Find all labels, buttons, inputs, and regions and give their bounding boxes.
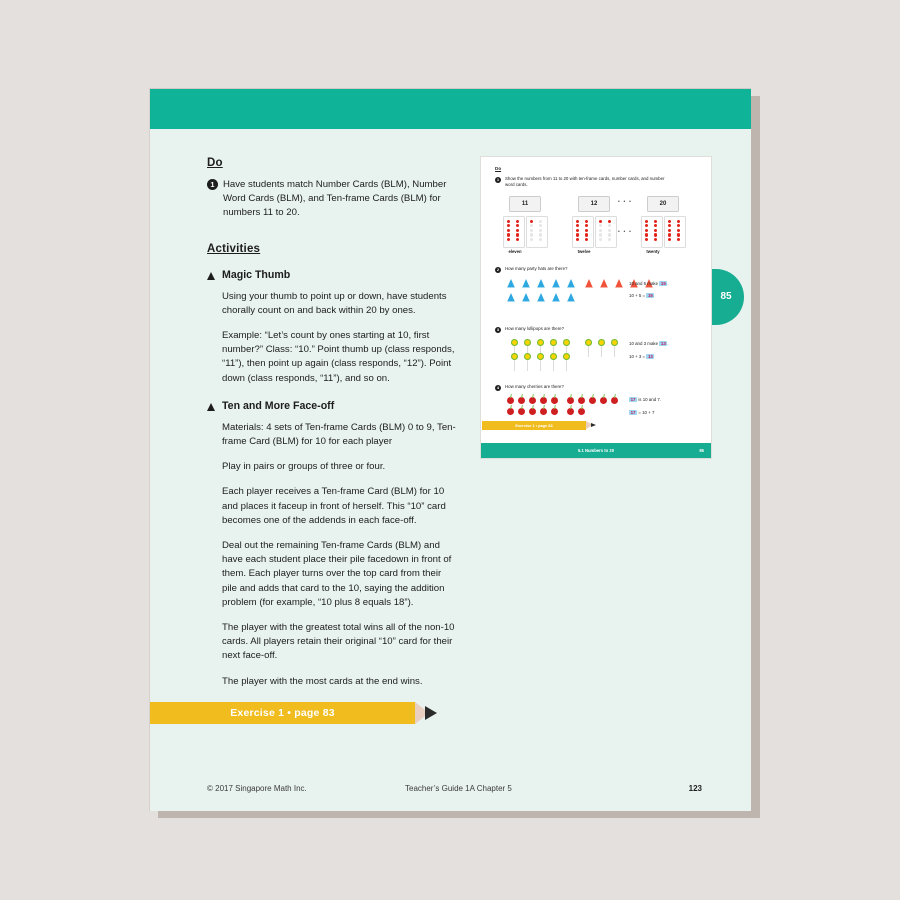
ten-frame-pip xyxy=(507,229,510,232)
thumb-exercise-banner xyxy=(482,421,602,430)
number-card: 12 xyxy=(578,196,610,212)
lollipop-icon xyxy=(550,353,557,371)
thumb-q4-badge: 4 xyxy=(496,385,500,390)
ten-frame-pip xyxy=(599,224,602,227)
ten-frame-pip xyxy=(507,238,510,241)
q2-answer-line-2 xyxy=(629,293,654,298)
cherry-icon xyxy=(600,397,607,404)
ten-frame-pip xyxy=(516,238,519,241)
do-item-text: Have students match Number Cards (BLM), Number Word Cards (BLM), and Ten-frame Cards (BLM) for numbers 11 to 20. xyxy=(223,179,447,219)
q4-answer-line-1 xyxy=(629,397,661,402)
cherry-icon xyxy=(507,408,514,415)
cherry-icon xyxy=(589,397,596,404)
lollipop-icon xyxy=(537,353,544,371)
thumb-footer-bar xyxy=(481,443,711,458)
ten-frame-pip xyxy=(645,233,648,236)
ten-frame-pip xyxy=(585,229,588,232)
ten-frame-pip xyxy=(599,233,602,236)
ten-frame-pip xyxy=(507,233,510,236)
student-book-thumbnail-wrap xyxy=(481,157,732,458)
thumb-q2-text: How many party hats are there? xyxy=(505,266,568,271)
ten-frame-pip xyxy=(507,220,510,223)
triangle-bullet-icon xyxy=(207,403,215,411)
ten-frame-pip xyxy=(599,229,602,232)
ten-frame-pip xyxy=(585,220,588,223)
party-hat-blue-icon xyxy=(522,293,530,302)
ten-frame-pip xyxy=(608,233,611,236)
activity2-paragraph: Each player receives a Ten-frame Card (BLM) for 10 and places it faceup in front of herself. This “10” card becomes one of the addends in each face-off. xyxy=(222,486,446,526)
thumb-q1-text: Show the numbers from 11 to 20 with ten-frame cards, number cards, and number word cards. xyxy=(505,176,665,188)
party-hat-red-icon xyxy=(615,279,623,288)
ten-frame-pip xyxy=(530,220,533,223)
cherry-icon xyxy=(529,397,536,404)
cherry-icon xyxy=(567,397,574,404)
lollipop-icon xyxy=(611,339,618,357)
thumb-do-heading: Do xyxy=(495,166,502,171)
q3-ans2-pre: 10 + 3 = xyxy=(629,354,646,359)
cherry-icon xyxy=(507,397,514,404)
party-hat-blue-icon xyxy=(552,279,560,288)
activity2-paragraph: The player with the greatest total wins all of the non-10 cards. All players retain their original “10” card for their next face-off. xyxy=(222,622,455,662)
footer-page-number: 123 xyxy=(688,784,702,793)
ten-frame-pip xyxy=(539,220,542,223)
cherry-icon xyxy=(611,397,618,404)
q4-ans1-box: 17 xyxy=(630,397,636,402)
ten-frame-pip xyxy=(585,224,588,227)
activity-title-ten-and-more-face-off xyxy=(207,400,457,412)
q3-ans1-pre: 10 and 3 make xyxy=(629,341,659,346)
ten-frame-pip xyxy=(677,220,680,223)
ten-frame-card xyxy=(572,216,594,248)
ten-frame-pip xyxy=(576,224,579,227)
lollipop-icon xyxy=(598,339,605,357)
ten-frame-pip xyxy=(645,238,648,241)
activity2-paragraph: Deal out the remaining Ten-frame Cards (BLM) and have each student place their pile facedown in front of them. Each player turns over the top card from their pile and adds that card to the 10, saying the addition problem (for example, “10 plus 8 equals 18”). xyxy=(222,540,452,608)
ten-frame-pip xyxy=(516,220,519,223)
q3-answer-line-2 xyxy=(629,354,654,359)
party-hat-blue-icon xyxy=(507,279,515,288)
ten-frame-pip xyxy=(645,220,648,223)
word-card-label: twenty xyxy=(646,249,660,254)
ten-frame-pip xyxy=(668,229,671,232)
activity-title-magic-thumb xyxy=(207,269,457,281)
ten-frame-pip xyxy=(539,233,542,236)
activity1-paragraph: Using your thumb to point up or down, have students chorally count on and back within 20 by ones. xyxy=(222,290,447,316)
ten-frame-pip xyxy=(530,233,533,236)
party-hat-blue-icon xyxy=(552,293,560,302)
lollipop-icon xyxy=(524,353,531,371)
cherry-icon xyxy=(518,408,525,415)
thumb-footer-page: 85 xyxy=(699,448,704,453)
ten-frame-pip xyxy=(539,224,542,227)
q2-ans1-post: . xyxy=(667,281,669,286)
ten-frame-pip xyxy=(576,233,579,236)
ten-frame-pip xyxy=(576,238,579,241)
ten-frame-card xyxy=(526,216,548,248)
pencil-tip-icon xyxy=(425,706,437,720)
word-card-label: twelve xyxy=(577,249,591,254)
thumb-pencil-tip-icon xyxy=(591,423,596,427)
party-hat-red-icon xyxy=(600,279,608,288)
ten-frame-card xyxy=(503,216,525,248)
thumb-q4-text: How many cherries are there? xyxy=(505,384,564,389)
party-hat-blue-icon xyxy=(537,279,545,288)
cherry-icon xyxy=(540,397,547,404)
word-card-label: eleven xyxy=(508,249,522,254)
ten-frame-pip xyxy=(645,224,648,227)
ten-frame-pip xyxy=(654,238,657,241)
exercise-banner-label: Exercise 1 • page 83 xyxy=(150,702,415,724)
thumb-q1-badge: 1 xyxy=(496,177,500,182)
ten-frame-pip xyxy=(576,220,579,223)
cherry-icon xyxy=(578,408,585,415)
q2-answer-line-1 xyxy=(629,281,669,286)
exercise-banner[interactable] xyxy=(150,702,440,724)
number-card: 11 xyxy=(509,196,541,212)
ten-frame-pip xyxy=(516,224,519,227)
ten-frame-pip xyxy=(530,238,533,241)
q3-ans1-post: . xyxy=(667,341,669,346)
ten-frame-pip xyxy=(608,229,611,232)
activities-heading: Activities xyxy=(207,242,261,255)
do-list-item xyxy=(207,178,457,221)
ten-frame-pip xyxy=(585,233,588,236)
q3-ans1-box: 13 xyxy=(660,341,666,346)
cherry-icon xyxy=(551,408,558,415)
activity1-body xyxy=(222,290,457,386)
triangle-bullet-icon xyxy=(207,272,215,280)
activity2-title-label: Ten and More Face-off xyxy=(222,399,335,412)
lollipop-icon xyxy=(511,353,518,371)
activity2-paragraph: Play in pairs or groups of three or four. xyxy=(222,461,386,473)
ten-frame-pip xyxy=(530,229,533,232)
cherry-icon xyxy=(518,397,525,404)
ten-frame-pip xyxy=(677,238,680,241)
activity2-paragraph: Materials: 4 sets of Ten-frame Cards (BLM) 0 to 9, Ten-frame Card (BLM) for 10 for each player xyxy=(222,421,456,448)
ten-frame-pip xyxy=(668,224,671,227)
ten-frame-pip xyxy=(530,224,533,227)
page-header-bar xyxy=(150,89,751,129)
ten-frame-pip xyxy=(668,233,671,236)
thumb-q3-text: How many lollipops are there? xyxy=(505,326,565,331)
ten-frame-pip xyxy=(599,238,602,241)
ten-frame-pip xyxy=(677,229,680,232)
ten-frame-pip xyxy=(645,229,648,232)
ten-frame-pip xyxy=(654,224,657,227)
ten-frame-pip xyxy=(599,220,602,223)
ten-frame-pip xyxy=(608,224,611,227)
ten-frame-pip xyxy=(654,220,657,223)
activity1-title-label: Magic Thumb xyxy=(222,268,291,281)
ten-frame-pip xyxy=(608,238,611,241)
q3-ans2-box: 13 xyxy=(647,354,653,359)
ten-frame-pip xyxy=(516,233,519,236)
student-book-page-thumbnail xyxy=(481,157,711,458)
teacher-guide-page xyxy=(149,88,751,811)
cherry-icon xyxy=(529,408,536,415)
ten-frame-pip xyxy=(654,233,657,236)
ten-frame-pip xyxy=(585,238,588,241)
party-hat-blue-icon xyxy=(567,279,575,288)
lollipop-icon xyxy=(585,339,592,357)
ten-frame-pip xyxy=(576,229,579,232)
party-hat-blue-icon xyxy=(507,293,515,302)
footer-copyright: © 2017 Singapore Math Inc. xyxy=(207,784,307,793)
q4-answer-line-2 xyxy=(629,410,654,415)
ten-frame-pip xyxy=(608,220,611,223)
ten-frame-pip xyxy=(654,229,657,232)
activity2-body xyxy=(222,421,457,689)
ten-frame-pip xyxy=(507,224,510,227)
cherry-icon xyxy=(567,408,574,415)
footer-center-title: Teacher’s Guide 1A Chapter 5 xyxy=(405,784,512,793)
q4-ans2-box: 17 xyxy=(630,410,636,415)
ten-frame-pip xyxy=(539,238,542,241)
ten-frame-pip xyxy=(668,220,671,223)
q2-ans1-pre: 10 and 5 make xyxy=(629,281,659,286)
ten-frame-card xyxy=(641,216,663,248)
ten-frame-pip xyxy=(539,229,542,232)
ten-frame-pip xyxy=(677,224,680,227)
party-hat-blue-icon xyxy=(567,293,575,302)
q4-ans2-post: = 10 + 7 xyxy=(638,410,655,415)
ten-frame-pip xyxy=(668,238,671,241)
ten-frame-card xyxy=(664,216,686,248)
lollipop-icon xyxy=(563,353,570,371)
party-hat-blue-icon xyxy=(537,293,545,302)
activity1-paragraph: Example: “Let’s count by ones starting at 10, first number?” Class: “10.” Point thumb up (class responds, “11”), then point up again (class responds, “12”). Point down (class responds, “11”), and so on. xyxy=(222,330,455,384)
number-card: 20 xyxy=(647,196,679,212)
page-tab-85: 85 xyxy=(704,269,744,325)
ten-frame-pip xyxy=(677,233,680,236)
list-number-badge: 1 xyxy=(207,179,218,190)
thumb-exercise-banner-label: Exercise 1 • page 83 xyxy=(482,421,586,430)
activity2-paragraph: The player with the most cards at the end wins. xyxy=(222,675,423,687)
cherry-icon xyxy=(551,397,558,404)
q3-answer-line-1 xyxy=(629,341,669,346)
q2-ans1-box: 15 xyxy=(660,281,666,286)
ellipsis-label: • • • xyxy=(618,199,633,205)
party-hat-blue-icon xyxy=(522,279,530,288)
q2-ans2-pre: 10 + 5 = xyxy=(629,293,646,298)
ten-frame-pip xyxy=(516,229,519,232)
do-heading: Do xyxy=(207,157,223,169)
q2-ans2-box: 15 xyxy=(647,293,653,298)
ten-frame-card xyxy=(595,216,617,248)
cherry-icon xyxy=(578,397,585,404)
left-content-column xyxy=(207,157,457,700)
cherry-icon xyxy=(540,408,547,415)
thumb-q2-badge: 2 xyxy=(496,267,500,272)
party-hat-red-icon xyxy=(585,279,593,288)
thumb-footer-title: 5.1 Numbers to 20 xyxy=(577,448,615,453)
thumb-q3-badge: 3 xyxy=(496,327,500,332)
q4-ans1-post: is 10 and 7. xyxy=(638,397,662,402)
ellipsis-label: • • • xyxy=(618,229,633,235)
